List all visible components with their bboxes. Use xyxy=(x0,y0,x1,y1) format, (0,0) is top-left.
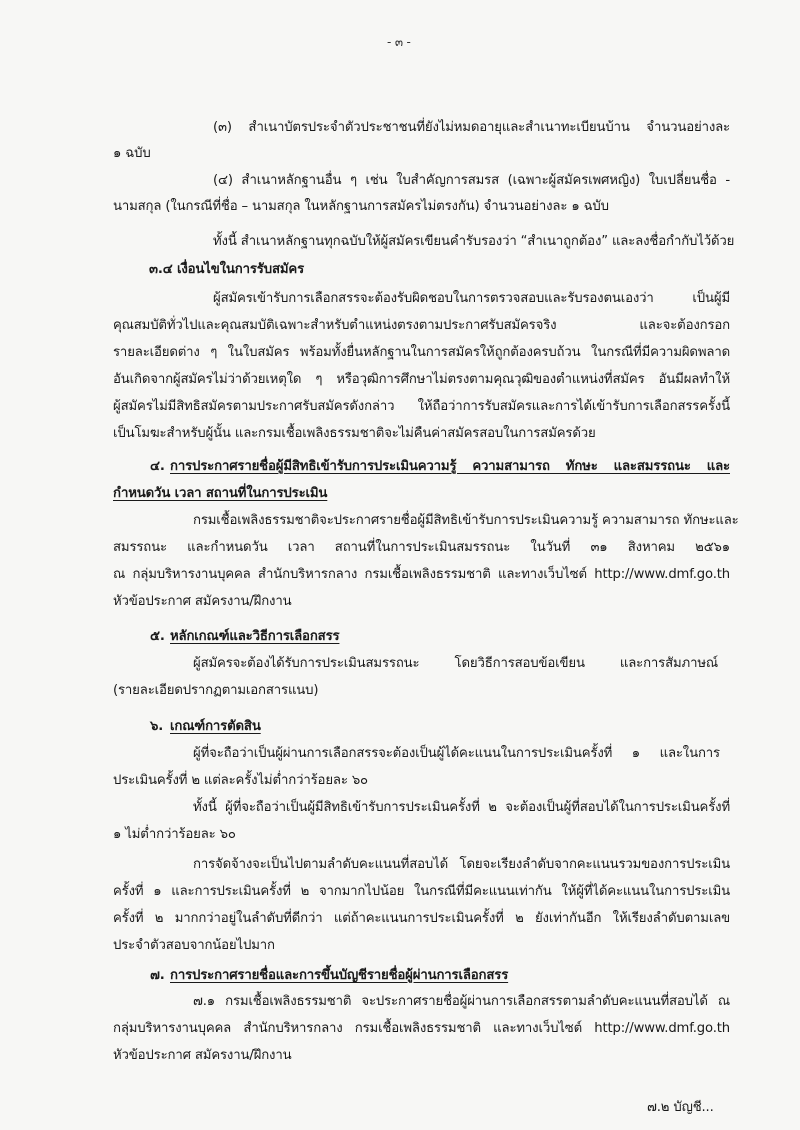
section-4-line: สมรรถนะ และกำหนดวัน เวลา สถานที่ในการประเมินสมรรถนะ ในวันที่ ๓๑ สิงหาคม ๒๕๖๑ xyxy=(113,540,730,555)
section-7-line: กลุ่มบริหารงานบุคคล สำนักบริหารกลาง กรมเชื้อเพลิงธรรมชาติ และทางเว็บไซต์ http://www.dmf.go.th xyxy=(113,1021,730,1036)
section-6-heading: เกณฑ์การตัดสิน xyxy=(170,719,261,734)
doc-item-3-line1: (๓) สำเนาบัตรประจำตัวประชาชนที่ยังไม่หมดอายุและสำเนาทะเบียนบ้าน จำนวนอย่างละ xyxy=(213,120,730,135)
section-4-number: ๔. xyxy=(150,459,165,474)
doc-item-3-line2: ๑ ฉบับ xyxy=(113,146,151,161)
section-6-p2-line: ๑ ไม่ต่ำกว่าร้อยละ ๖๐ xyxy=(113,827,236,842)
section-6-p3-line: ครั้งที่ ๒ มากกว่าอยู่ในลำดับที่ดีกว่า แต่ถ้าคะแนนการประเมินครั้งที่ ๒ ยังเท่ากันอีก ให้เรียงลำดับตามเลข xyxy=(113,911,730,926)
section-4-line: หัวข้อประกาศ สมัครงาน/ฝึกงาน xyxy=(113,594,292,609)
section-6-p1-line: ประเมินครั้งที่ ๒ แต่ละครั้งไม่ต่ำกว่าร้อยละ ๖๐ xyxy=(113,773,368,788)
section-7-number: ๗. xyxy=(150,968,165,983)
section-4-heading-cont: กำหนดวัน เวลา สถานที่ในการประเมิน xyxy=(113,486,328,501)
section-6-p2-line: ทั้งนี้ ผู้ที่จะถือว่าเป็นผู้มีสิทธิเข้ารับการประเมินครั้งที่ ๒ จะต้องเป็นผู้ที่สอบได้ในการประเมินครั้งที่ xyxy=(193,800,730,815)
section-3-4-heading: ๓.๔ เงื่อนไขในการรับสมัคร xyxy=(149,262,305,277)
section-4-heading: การประกาศรายชื่อผู้มีสิทธิเข้ารับการประเมินความรู้ ความสามารถ ทักษะ และสมรรถนะ และ xyxy=(170,459,730,474)
section-3-4-line: คุณสมบัติทั่วไปและคุณสมบัติเฉพาะสำหรับตำแหน่งตรงตามประกาศรับสมัครจริง และจะต้องกรอก xyxy=(113,318,730,333)
docs-certification-note: ทั้งนี้ สำเนาหลักฐานทุกฉบับให้ผู้สมัครเขียนคำรับรองว่า “สำเนาถูกต้อง” และลงชื่อกำกับไว้ด้วย xyxy=(213,234,735,249)
section-5-line: (รายละเอียดปรากฏตามเอกสารแนบ) xyxy=(113,683,319,698)
section-3-4-line: ผู้สมัครเข้ารับการเลือกสรรจะต้องรับผิดชอบในการตรวจสอบและรับรองตนเองว่า เป็นผู้มี xyxy=(213,291,730,306)
section-7-line: ๗.๑ กรมเชื้อเพลิงธรรมชาติ จะประกาศรายชื่อผู้ผ่านการเลือกสรรตามลำดับคะแนนที่สอบได้ ณ xyxy=(193,994,730,1009)
section-6-p3-line: ครั้งที่ ๑ และการประเมินครั้งที่ ๒ จากมากไปน้อย ในกรณีที่มีคะแนนเท่ากัน ให้ผู้ที่ได้คะแนนในการประเมิน xyxy=(113,884,730,899)
continuation-marker: ๗.๒ บัญชี... xyxy=(647,1100,714,1115)
section-3-4-line: รายละเอียดต่าง ๆ ในใบสมัคร พร้อมทั้งยื่นหลักฐานในการสมัครให้ถูกต้องครบถ้วน ในกรณีที่มีความผิดพลาด xyxy=(113,345,730,360)
section-4-line: กรมเชื้อเพลิงธรรมชาติจะประกาศรายชื่อผู้มีสิทธิเข้ารับการประเมินความรู้ ความสามารถ ทักษะและ xyxy=(193,513,739,528)
section-6-p3-line: การจัดจ้างจะเป็นไปตามลำดับคะแนนที่สอบได้ โดยจะเรียงลำดับจากคะแนนรวมของการประเมิน xyxy=(193,857,730,872)
section-6-number: ๖. xyxy=(150,719,164,734)
section-4-line: ณ กลุ่มบริหารงานบุคคล สำนักบริหารกลาง กรมเชื้อเพลิงธรรมชาติ และทางเว็บไซต์ http://www.dmf.go.th xyxy=(113,567,730,582)
page-number: - ๓ - xyxy=(387,35,411,49)
section-3-4-line: ผู้สมัครไม่มีสิทธิสมัครตามประกาศรับสมัครดังกล่าว ให้ถือว่าการรับสมัครและการได้เข้ารับการเลือกสรรครั้งนี้ xyxy=(113,399,730,414)
section-7-heading: การประกาศรายชื่อและการขึ้นบัญชีรายชื่อผู้ผ่านการเลือกสรร xyxy=(170,968,509,983)
section-6-p1-line: ผู้ที่จะถือว่าเป็นผู้ผ่านการเลือกสรรจะต้องเป็นผู้ได้คะแนนในการประเมินครั้งที่ ๑ และในการ xyxy=(193,746,720,761)
doc-item-4-line2: นามสกุล (ในกรณีที่ชื่อ – นามสกุล ในหลักฐานการสมัครไม่ตรงกัน) จำนวนอย่างละ ๑ ฉบับ xyxy=(113,199,609,214)
section-5-heading: หลักเกณฑ์และวิธีการเลือกสรร xyxy=(170,629,340,644)
section-3-4-line: เป็นโมฆะสำหรับผู้นั้น และกรมเชื้อเพลิงธรรมชาติจะไม่คืนค่าสมัครสอบในการสมัครด้วย xyxy=(113,426,596,441)
section-3-4-line: อันเกิดจากผู้สมัครไม่ว่าด้วยเหตุใด ๆ หรือวุฒิการศึกษาไม่ตรงตามคุณวุฒิของตำแหน่งที่สมัคร อันมีผลทำให้ xyxy=(113,372,730,387)
section-7-line: หัวข้อประกาศ สมัครงาน/ฝึกงาน xyxy=(113,1048,292,1063)
section-6-p3-line: ประจำตัวสอบจากน้อยไปมาก xyxy=(113,938,275,953)
section-5-line: ผู้สมัครจะต้องได้รับการประเมินสมรรถนะ โดยวิธีการสอบข้อเขียน และการสัมภาษณ์ xyxy=(193,656,718,671)
section-5-number: ๕. xyxy=(150,629,165,644)
doc-item-4-line1: (๔) สำเนาหลักฐานอื่น ๆ เช่น ใบสำคัญการสมรส (เฉพาะผู้สมัครเพศหญิง) ใบเปลี่ยนชื่อ - xyxy=(213,173,730,188)
